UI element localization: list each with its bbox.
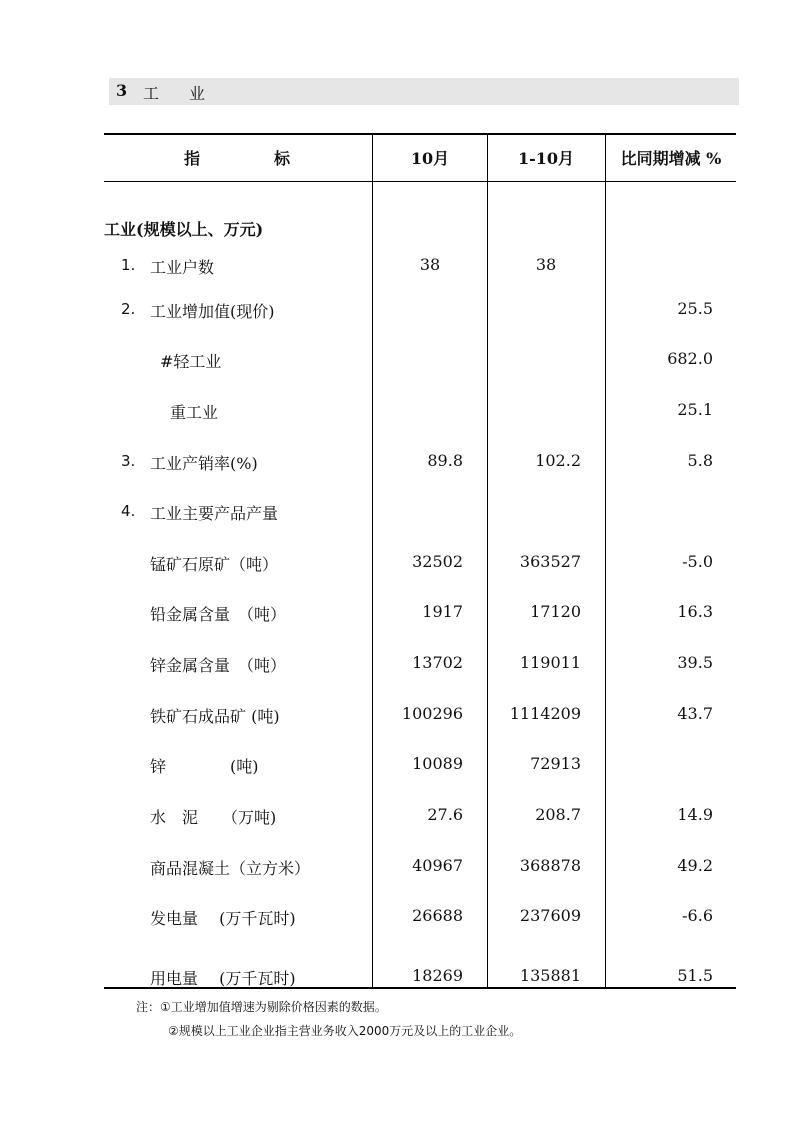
cell-ytd: 1114209 xyxy=(509,704,581,723)
cell-month: 27.6 xyxy=(427,805,463,824)
cell-month: 26688 xyxy=(412,906,463,925)
table-row xyxy=(0,905,793,931)
footnote-2: ②规模以上工业企业指主营业务收入2000万元及以上的工业企业。 xyxy=(168,1024,522,1038)
row-label: #轻工业 xyxy=(160,352,222,371)
table-row xyxy=(0,500,793,526)
group-title: 工业(规模以上、万元) xyxy=(104,220,264,239)
cell-month: 10089 xyxy=(412,754,463,773)
table-row xyxy=(0,753,793,779)
cell-month: 38 xyxy=(419,255,441,274)
cell-ytd: 135881 xyxy=(519,966,581,985)
table-row xyxy=(0,601,793,627)
section-number: 3 xyxy=(116,81,128,100)
table-row xyxy=(0,450,793,476)
table-top-rule xyxy=(104,133,736,135)
row-label: 铁矿石成品矿 (吨) xyxy=(150,707,280,726)
cell-ytd: 119011 xyxy=(519,653,581,672)
cell-yoy: 25.1 xyxy=(677,400,713,419)
cell-yoy: 682.0 xyxy=(667,349,713,368)
row-number: 4. xyxy=(121,502,136,520)
row-label: 商品混凝土（立方米） xyxy=(150,859,311,878)
section-header-bar xyxy=(109,78,739,105)
cell-month: 89.8 xyxy=(427,451,463,470)
row-label: 工业主要产品产量 xyxy=(150,504,279,523)
cell-yoy: -5.0 xyxy=(682,552,713,571)
table-row xyxy=(0,348,793,374)
row-label: 锰矿石原矿（吨） xyxy=(150,555,279,574)
cell-ytd: 368878 xyxy=(519,856,581,875)
cell-yoy: 39.5 xyxy=(677,653,713,672)
row-label: 工业户数 xyxy=(150,258,215,277)
cell-month: 1917 xyxy=(422,602,463,621)
cell-month: 40967 xyxy=(412,856,463,875)
cell-ytd: 72913 xyxy=(530,754,581,773)
footnote-1: 注：①工业增加值增速为剔除价格因素的数据。 xyxy=(136,1000,387,1014)
row-number: 2. xyxy=(121,300,136,318)
cell-ytd: 17120 xyxy=(530,602,581,621)
table-row xyxy=(0,399,793,425)
cell-ytd: 38 xyxy=(535,255,557,274)
header-ytd: 1-10月 xyxy=(517,149,575,168)
row-label: 铅金属含量 （吨） xyxy=(150,605,287,624)
cell-month: 32502 xyxy=(412,552,463,571)
table-header-rule xyxy=(104,181,736,182)
cell-month: 13702 xyxy=(412,653,463,672)
cell-yoy: 43.7 xyxy=(677,704,713,723)
row-number: 1. xyxy=(121,256,136,274)
table-row xyxy=(0,804,793,830)
cell-month: 100296 xyxy=(401,704,463,723)
row-label: 锌 (吨) xyxy=(150,757,259,776)
row-label: 发电量 (万千瓦时) xyxy=(150,909,296,928)
table-row xyxy=(0,298,793,324)
cell-ytd: 208.7 xyxy=(535,805,581,824)
header-yoy: 比同期增减 % xyxy=(620,149,722,168)
cell-yoy: 25.5 xyxy=(677,299,713,318)
cell-ytd: 237609 xyxy=(519,906,581,925)
table-row xyxy=(0,855,793,881)
table-row xyxy=(0,965,793,991)
cell-yoy: -6.6 xyxy=(682,906,713,925)
row-number: 3. xyxy=(121,452,136,470)
table-row xyxy=(0,652,793,678)
row-label: 重工业 xyxy=(170,403,219,422)
header-month: 10月 xyxy=(410,149,450,168)
row-label: 工业增加值(现价) xyxy=(150,302,275,321)
row-label: 工业产销率(%) xyxy=(150,454,258,473)
section-title: 工业 xyxy=(143,84,236,103)
cell-yoy: 51.5 xyxy=(677,966,713,985)
cell-yoy: 49.2 xyxy=(677,856,713,875)
row-label: 锌金属含量 （吨） xyxy=(150,656,287,675)
table-row xyxy=(0,551,793,577)
cell-month: 18269 xyxy=(412,966,463,985)
cell-yoy: 16.3 xyxy=(677,602,713,621)
row-label: 水 泥 （万吨) xyxy=(150,808,277,827)
cell-yoy: 14.9 xyxy=(677,805,713,824)
row-label: 用电量 (万千瓦时) xyxy=(150,969,296,988)
table-row xyxy=(0,254,793,280)
cell-ytd: 363527 xyxy=(519,552,581,571)
cell-ytd: 102.2 xyxy=(535,451,581,470)
table-row xyxy=(0,703,793,729)
header-indicator: 指 标 xyxy=(183,149,292,168)
cell-yoy: 5.8 xyxy=(687,451,713,470)
